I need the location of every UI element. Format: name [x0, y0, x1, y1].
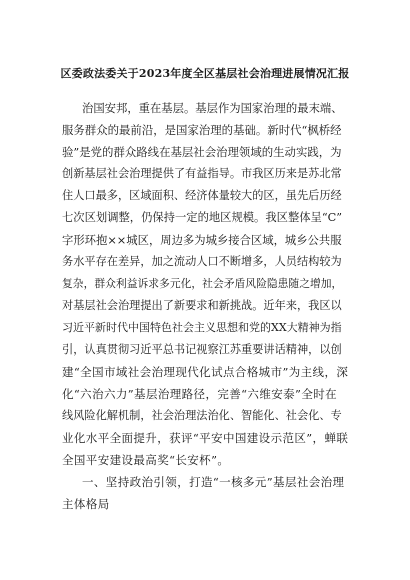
body-line: 引，认真贯彻习近平总书记视察江苏重要讲话精神，以创	[62, 343, 342, 356]
body-line: 务水平存在差异，加之流动人口不断增多，人员结构较为	[62, 255, 342, 268]
body-line: 建“全国市域社会治理现代化试点合格城市”为主线，深	[62, 365, 349, 379]
document-title: 区委政法委关于2023年度全区基层社会治理进展情况汇报	[60, 67, 350, 80]
body-line: 复杂，群众利益诉求多元化，社会矛盾风险隐患随之增加，	[62, 277, 343, 290]
body-line: 治国安邦，重在基层。基层作为国家治理的最末端、	[82, 101, 343, 115]
body-line: 主体格局	[62, 497, 110, 511]
body-line: 七次区划调整，仍保持一定的地区规模。我区整体呈“C”	[62, 211, 343, 224]
body-line: 对基层社会治理提出了新要求和新挑战。近年来，我区以	[62, 299, 342, 312]
body-line: 全国平安建设最高奖“长安杯”。	[62, 453, 230, 467]
body-line: 创新基层社会治理提供了有益指导。市我区历来是苏北常	[62, 167, 342, 180]
body-line: 验”是党的群众路线在基层社会治理领域的生动实践，为	[62, 145, 342, 159]
body-line: 住人口最多，区域面积、经济体量较大的区，虽先后历经	[62, 189, 342, 202]
body-line: 习近平新时代中国特色社会主义思想和党的XX大精神为指	[62, 321, 342, 334]
body-line: 服务群众的最前沿，是国家治理的基础。新时代“枫桥经	[62, 123, 342, 137]
body-line: 业化水平全面提升，获评“平安中国建设示范区”，蝉联	[62, 431, 349, 445]
body-line: 化“六治六力”基层治理路径，完善“六维安泰”全时在	[62, 387, 338, 401]
body-line: 一、坚持政治引领，打造“一核多元”基层社会治理	[82, 475, 345, 489]
body-line: 字形环抱××城区，周边多为城乡接合区域，城乡公共服	[62, 233, 342, 247]
body-line: 线风险化解机制，社会治理法治化、智能化、社会化、专	[62, 409, 342, 422]
